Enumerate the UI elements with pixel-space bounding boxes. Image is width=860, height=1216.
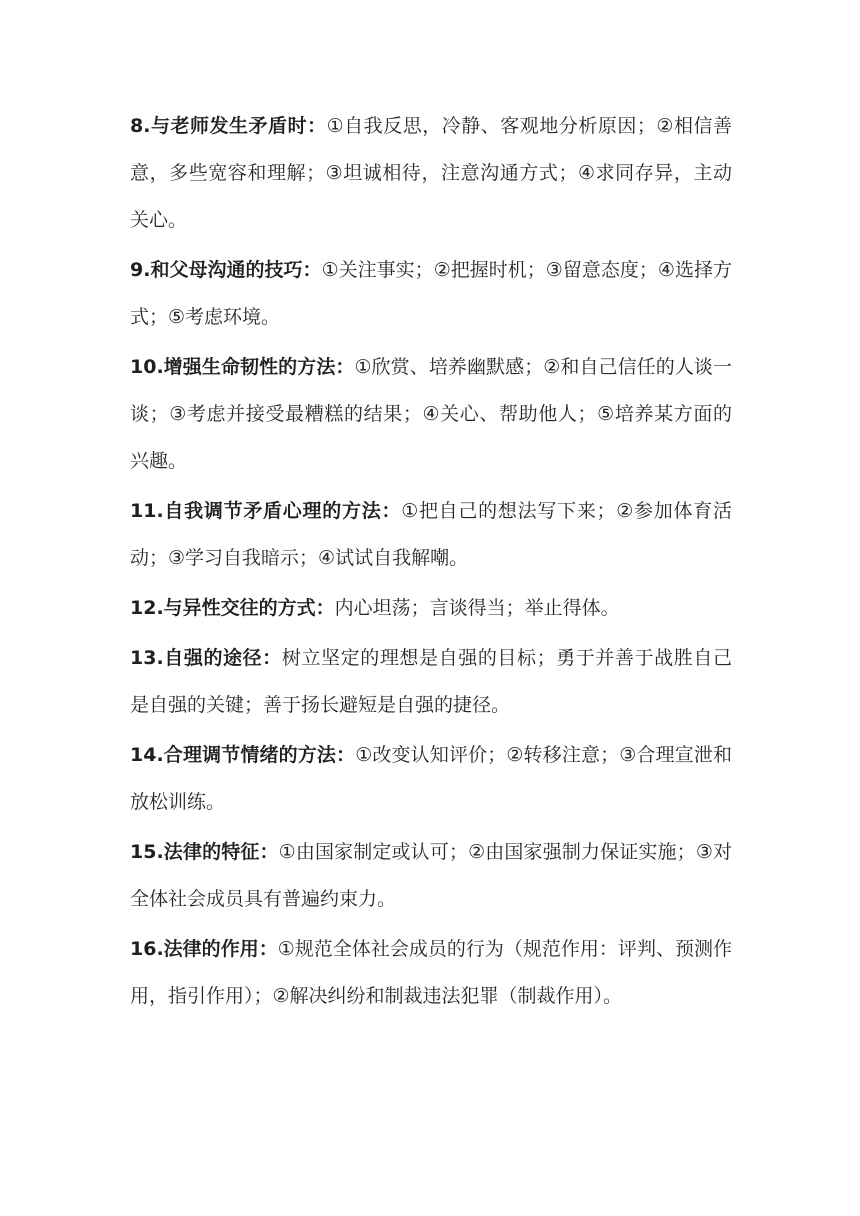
item-body: ①把自己的想法写下来；②参加体育活动；③学习自我暗示；④试试自我解嘲。 — [130, 500, 732, 569]
item-heading: 11.自我调节矛盾心理的方法： — [130, 500, 402, 522]
item-14 — [130, 732, 732, 826]
item-heading: 16.法律的作用： — [130, 938, 278, 960]
item-body: ①关注事实；②把握时机；③留意态度；④选择方式；⑤考虑环境。 — [130, 259, 732, 328]
item-heading: 14.合理调节情绪的方法： — [130, 744, 356, 766]
document-page — [130, 103, 732, 1023]
item-body: 树立坚定的理想是自强的目标；勇于并善于战胜自己是自强的关键；善于扬长避短是自强的捷径。 — [130, 647, 732, 716]
item-16 — [130, 926, 732, 1020]
item-9 — [130, 247, 732, 341]
item-heading: 10.增强生命韧性的方法： — [130, 356, 355, 378]
item-heading: 13.自强的途径： — [130, 647, 282, 669]
item-15 — [130, 829, 732, 923]
item-10 — [130, 344, 732, 485]
item-body: 内心坦荡；言谈得当；举止得体。 — [334, 597, 620, 619]
item-heading: 15.法律的特征： — [130, 841, 279, 863]
item-heading: 12.与异性交往的方式： — [130, 597, 335, 619]
item-heading: 8.与老师发生矛盾时： — [130, 115, 327, 137]
item-12 — [130, 585, 732, 632]
item-body: ①自我反思，冷静、客观地分析原因；②相信善意，多些宽容和理解；③坦诚相待，注意沟通方式；④求同存异，主动关心。 — [130, 115, 732, 231]
item-11 — [130, 488, 732, 582]
item-13 — [130, 635, 732, 729]
item-body: ①欣赏、培养幽默感；②和自己信任的人谈一谈；③考虑并接受最糟糕的结果；④关心、帮助他人；⑤培养某方面的兴趣。 — [130, 356, 732, 472]
item-body: ①由国家制定或认可；②由国家强制力保证实施；③对全体社会成员具有普遍约束力。 — [130, 841, 732, 910]
item-8 — [130, 103, 732, 244]
item-body: ①规范全体社会成员的行为（规范作用：评判、预测作用，指引作用）；②解决纠纷和制裁违法犯罪（制裁作用）。 — [130, 938, 732, 1007]
item-heading: 9.和父母沟通的技巧： — [130, 259, 322, 281]
item-body: ①改变认知评价；②转移注意；③合理宣泄和放松训练。 — [130, 744, 732, 813]
